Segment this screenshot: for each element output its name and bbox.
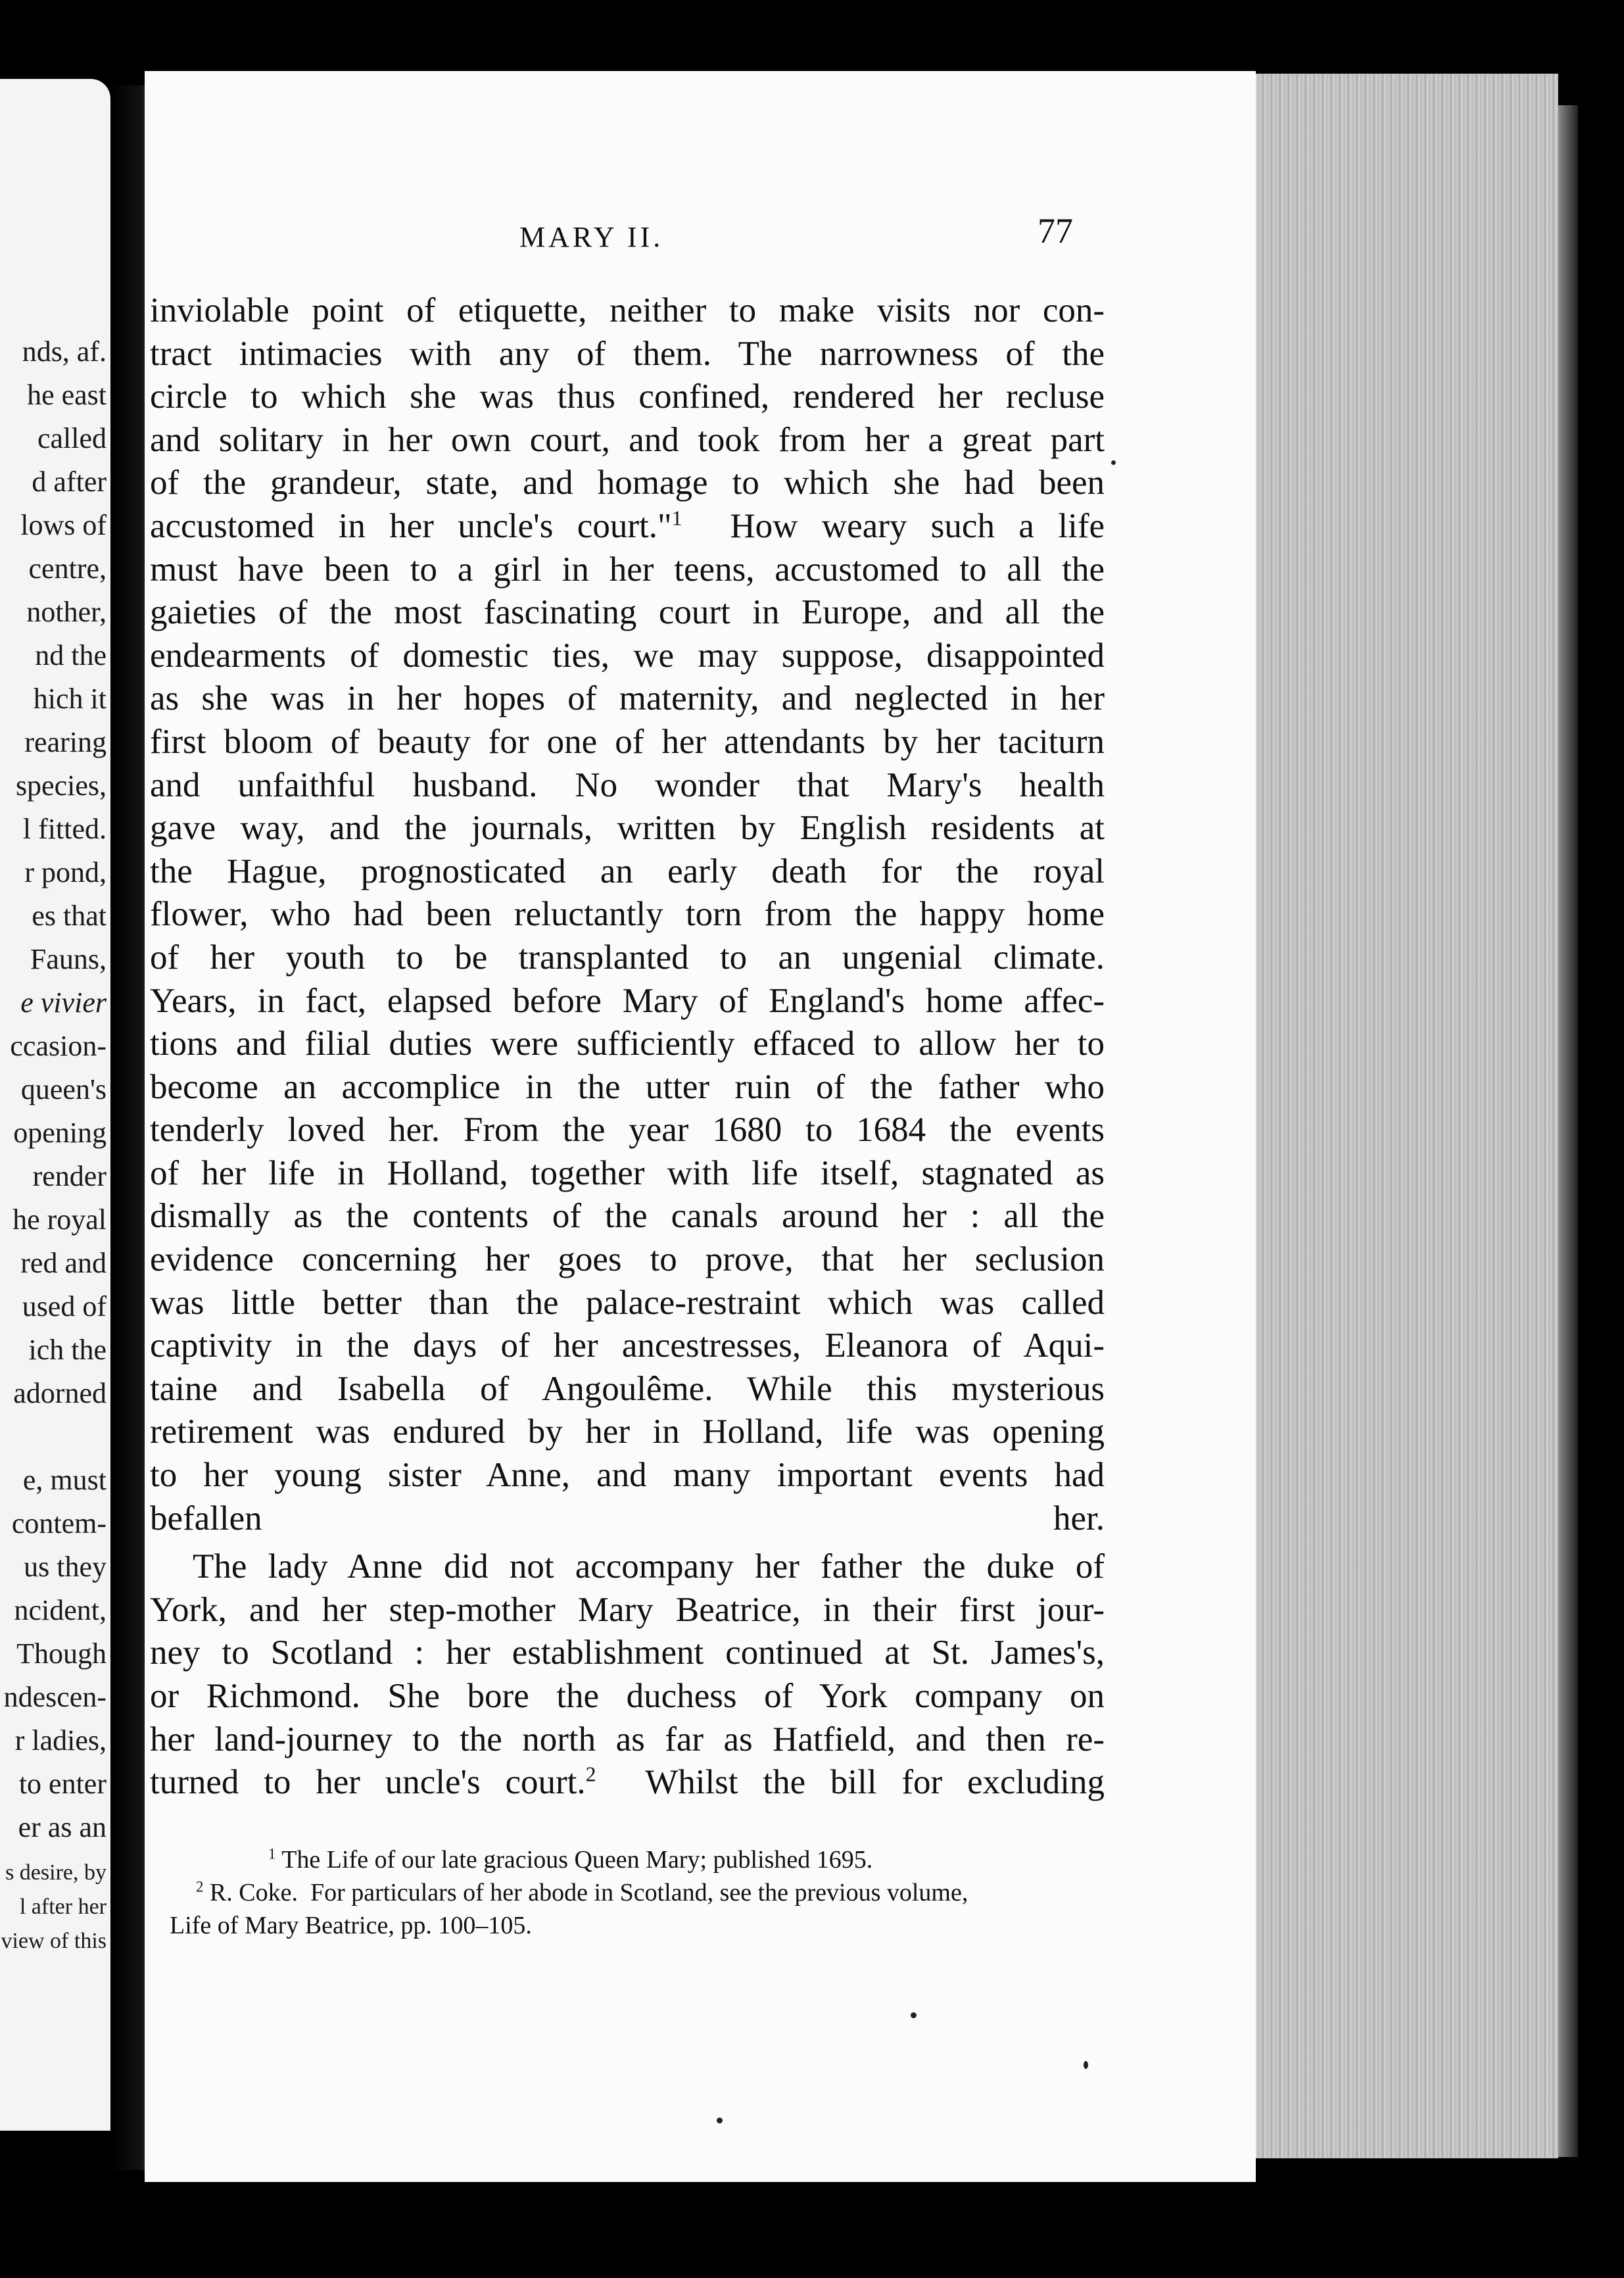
text-line: tions and filial duties were sufficiently effaced to allow her to (150, 1025, 1105, 1063)
footnote-mark: 2 (196, 1878, 204, 1895)
left-line: ccasion- (10, 1030, 107, 1062)
text-line: Years, in fact, elapsed before Mary of England's home affec- (150, 981, 1105, 1020)
text-line: taine and Isabella of Angoulême. While this mysterious (150, 1369, 1105, 1408)
text-line: to her young sister Anne, and many important events had (150, 1456, 1105, 1495)
left-line: l fitted. (22, 813, 107, 845)
left-line: e, must (22, 1464, 107, 1496)
footnote-1 (170, 1843, 1110, 1876)
running-head: MARY II. (519, 221, 664, 253)
text-line: evidence concerning her goes to prove, that her seclusion (150, 1240, 1105, 1279)
text-line (150, 1761, 1105, 1805)
text-line: and unfaithful husband. No wonder that Mary's health (150, 765, 1105, 804)
footnotes (170, 1843, 1110, 1942)
left-line: rearing (24, 726, 107, 758)
text-segment: Whilst the bill for excluding (596, 1763, 1105, 1802)
text-line: endearments of domestic ties, we may suppose, disappointed (150, 636, 1105, 675)
left-line: adorned (13, 1377, 107, 1409)
left-line: used of (22, 1290, 107, 1322)
text-line: her land-journey to the north as far as Hatfield, and then re- (150, 1720, 1105, 1758)
text-line: as she was in her hopes of maternity, and neglected in her (150, 679, 1105, 718)
text-line: was little better than the palace-restraint which was called (150, 1283, 1105, 1322)
left-line: r pond, (24, 856, 107, 888)
left-line: lows of (20, 509, 107, 541)
scan-speck (717, 2118, 723, 2123)
text-line: befallen her. (150, 1499, 1105, 1538)
text-line: The lady Anne did not accompany her father the duke of (193, 1547, 1105, 1586)
footnote-2-continued (170, 1909, 1110, 1942)
left-line: he east (27, 379, 107, 411)
left-line: ncident, (14, 1594, 107, 1626)
scan-speck (911, 2012, 917, 2018)
left-line: ndescen- (3, 1681, 107, 1713)
left-line: r ladies, (14, 1724, 107, 1757)
text-line: become an accomplice in the utter ruin of the father who (150, 1067, 1105, 1106)
text-line (150, 505, 1105, 548)
left-line: Though (16, 1637, 107, 1670)
footnote-text: Life of Mary Beatrice, pp. 100–105. (170, 1912, 532, 1939)
text-line: of her life in Holland, together with life itself, stagnated as (150, 1153, 1105, 1192)
text-line: gave way, and the journals, written by English residents at (150, 809, 1105, 848)
footnote-text: R. Coke. For particulars of her abode in Scotland, see the previous volume, (203, 1879, 968, 1906)
text-line: first bloom of beauty for one of her attendants by her taciturn (150, 722, 1105, 761)
text-segment: How weary such a life (682, 506, 1105, 545)
left-line: species, (15, 769, 107, 802)
text-line: dismally as the contents of the canals around her : all the (150, 1197, 1105, 1236)
text-line: York, and her step-mother Mary Beatrice, in their first jour- (150, 1590, 1105, 1629)
text-line: retirement was endured by her in Holland, life was opening (150, 1413, 1105, 1451)
text-line: tract intimacies with any of them. The narrowness of the (150, 334, 1105, 373)
text-line: circle to which she was thus confined, rendered her recluse (150, 377, 1105, 416)
left-line: hich it (33, 683, 107, 715)
text-line: must have been to a girl in her teens, accustomed to all the (150, 550, 1105, 589)
left-line: opening (13, 1117, 107, 1149)
text-line: of her youth to be transplanted to an ungenial climate. (150, 938, 1105, 977)
text-segment: accustomed in her uncle's court." (150, 506, 672, 545)
previous-page-fragment (0, 79, 110, 2131)
left-line: to enter (18, 1768, 107, 1800)
left-line: contem- (11, 1507, 107, 1539)
left-note-line: l after her (19, 1895, 107, 1919)
text-line: inviolable point of etiquette, neither to make visits nor con- (150, 291, 1105, 329)
left-line: nd the (35, 639, 107, 671)
book-fore-edge-shadow (1558, 105, 1578, 2157)
text-line: tenderly loved her. From the year 1680 to 1684 the events (150, 1111, 1105, 1150)
text-line: the Hague, prognosticated an early death for the royal (150, 852, 1105, 890)
text-segment: turned to her uncle's court. (150, 1763, 586, 1802)
text-line: ney to Scotland : her establishment continued at St. James's, (150, 1634, 1105, 1672)
scan-speck (1084, 2061, 1088, 2069)
footnote-2 (170, 1876, 1110, 1909)
left-line: red and (20, 1247, 107, 1279)
left-note-line: s desire, by (5, 1860, 107, 1885)
footnote-ref: 1 (671, 506, 682, 530)
page-body (150, 289, 1105, 1805)
footnote-mark: 1 (268, 1845, 276, 1862)
left-line: nother, (26, 596, 107, 628)
left-line: Fauns, (30, 943, 107, 975)
text-line: captivity in the days of her ancestresses, Eleanora of Aqui- (150, 1326, 1105, 1365)
scan-speck (1111, 460, 1116, 465)
text-line: of the grandeur, state, and homage to which she had been (150, 464, 1105, 502)
left-line: called (37, 422, 107, 454)
text-line: gaieties of the most fascinating court in Europe, and all the (150, 593, 1105, 632)
left-line: es that (32, 900, 107, 932)
left-line: he royal (12, 1203, 107, 1236)
left-line: er as an (18, 1811, 107, 1843)
text-line: flower, who had been reluctantly torn from the happy home (150, 895, 1105, 934)
left-line: centre, (28, 552, 107, 585)
text-line: or Richmond. She bore the duchess of York company on (150, 1677, 1105, 1715)
book-fore-edge (1253, 74, 1558, 2158)
left-line: ich the (28, 1334, 107, 1366)
left-line: e vivier (20, 986, 107, 1019)
left-line: render (32, 1160, 107, 1192)
left-line: queen's (20, 1073, 107, 1105)
footnote-text: The Life of our late gracious Queen Mary; published 1695. (275, 1846, 873, 1874)
left-line: d after (32, 466, 107, 498)
left-note-line: view of this (1, 1929, 107, 1953)
text-line: and solitary in her own court, and took from her a great part (150, 420, 1105, 459)
page-number: 77 (1038, 211, 1073, 251)
left-line: us they (24, 1551, 107, 1583)
left-line: nds, af. (22, 335, 107, 368)
footnote-ref: 2 (585, 1762, 596, 1786)
